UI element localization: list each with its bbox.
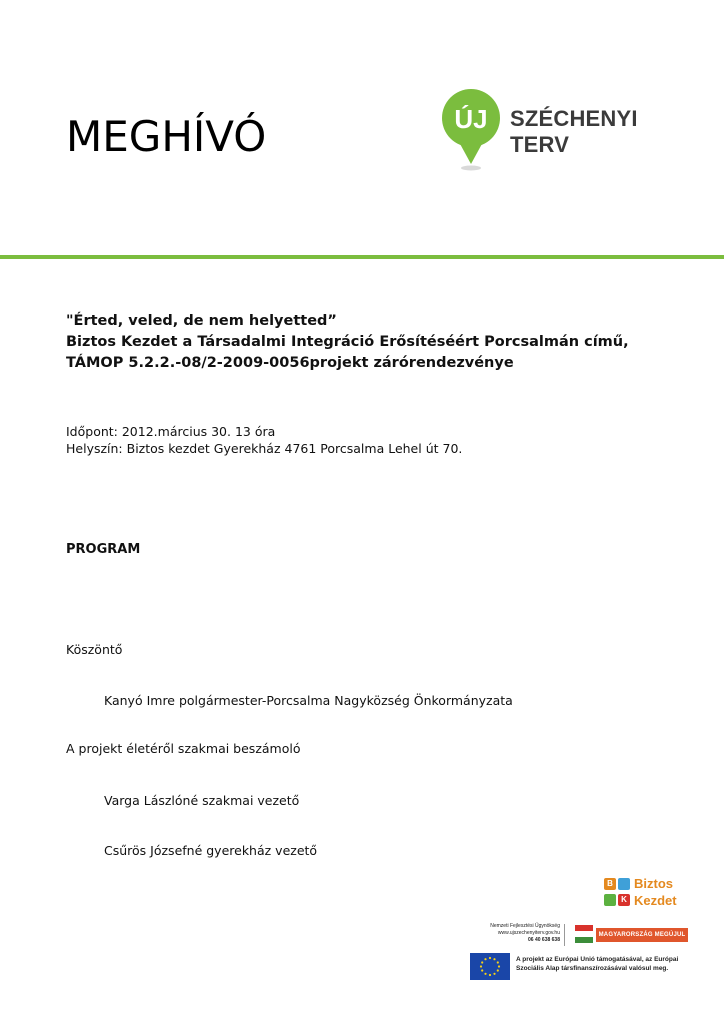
- map-pin-icon: [440, 88, 502, 172]
- uj-szechenyi-terv-logo: [440, 88, 700, 172]
- nfu-phone: 06 40 638 638: [528, 937, 560, 943]
- biztos-kezdet-logo: [604, 876, 684, 912]
- nfu-name: Nemzeti Fejlesztési Ügynökség: [490, 923, 560, 929]
- eu-note-line-1: A projekt az Európai Unió támogatásával, az Európai: [516, 956, 679, 963]
- eu-note-line-2: Szociális Alap társfinanszírozásával valósul meg.: [516, 965, 669, 972]
- document-title: MEGHÍVÓ: [66, 112, 267, 161]
- event-time: Időpont: 2012.március 30. 13 óra: [66, 424, 276, 439]
- program-speaker-professional-lead: Varga Lászlóné szakmai vezető: [104, 793, 300, 808]
- heading-line-2: Biztos Kezdet a Társadalmi Integráció Erősítéséért Porcsalmán című,: [66, 334, 629, 350]
- event-heading: [66, 311, 629, 374]
- letter-b-block: B: [604, 878, 616, 890]
- logo-badge: ÚJ: [454, 104, 488, 134]
- eu-flag-icon: [470, 953, 510, 980]
- heading-line-1: "Érted, veled, de nem helyetted”: [66, 313, 337, 329]
- eu-funding-note: [516, 955, 678, 973]
- blue-block: [618, 878, 630, 890]
- green-block: [604, 894, 616, 906]
- program-speaker-house-lead: Csűrös Józsefné gyerekház vezető: [104, 843, 318, 858]
- magyarorszag-megujul-banner: MAGYARORSZÁG MEGÚJUL: [596, 928, 688, 942]
- program-heading: PROGRAM: [66, 542, 141, 557]
- footer-separator: [564, 924, 565, 946]
- program-speaker-mayor: Kanyó Imre polgármester-Porcsalma Nagyközség Önkormányzata: [104, 693, 513, 708]
- program-item-report: A projekt életéről szakmai beszámoló: [66, 741, 301, 756]
- program-item-greeting: Köszöntő: [66, 642, 123, 657]
- letter-k-block: K: [618, 894, 630, 906]
- event-info: [66, 423, 462, 457]
- biztos-word: Biztos: [634, 876, 673, 891]
- event-place: Helyszín: Biztos kezdet Gyerekház 4761 Porcsalma Lehel út 70.: [66, 441, 463, 456]
- nfu-website: www.ujszechenyiterv.gov.hu: [497, 930, 560, 936]
- hungarian-flag-icon: [575, 925, 593, 943]
- heading-line-3: TÁMOP 5.2.2.-08/2-2009-0056projekt zárórendezvénye: [66, 355, 514, 371]
- green-divider: [0, 255, 724, 259]
- nfu-contact: [470, 923, 560, 944]
- kezdet-word: Kezdet: [634, 893, 677, 908]
- logo-text: SZÉCHENYI TERV: [510, 106, 638, 157]
